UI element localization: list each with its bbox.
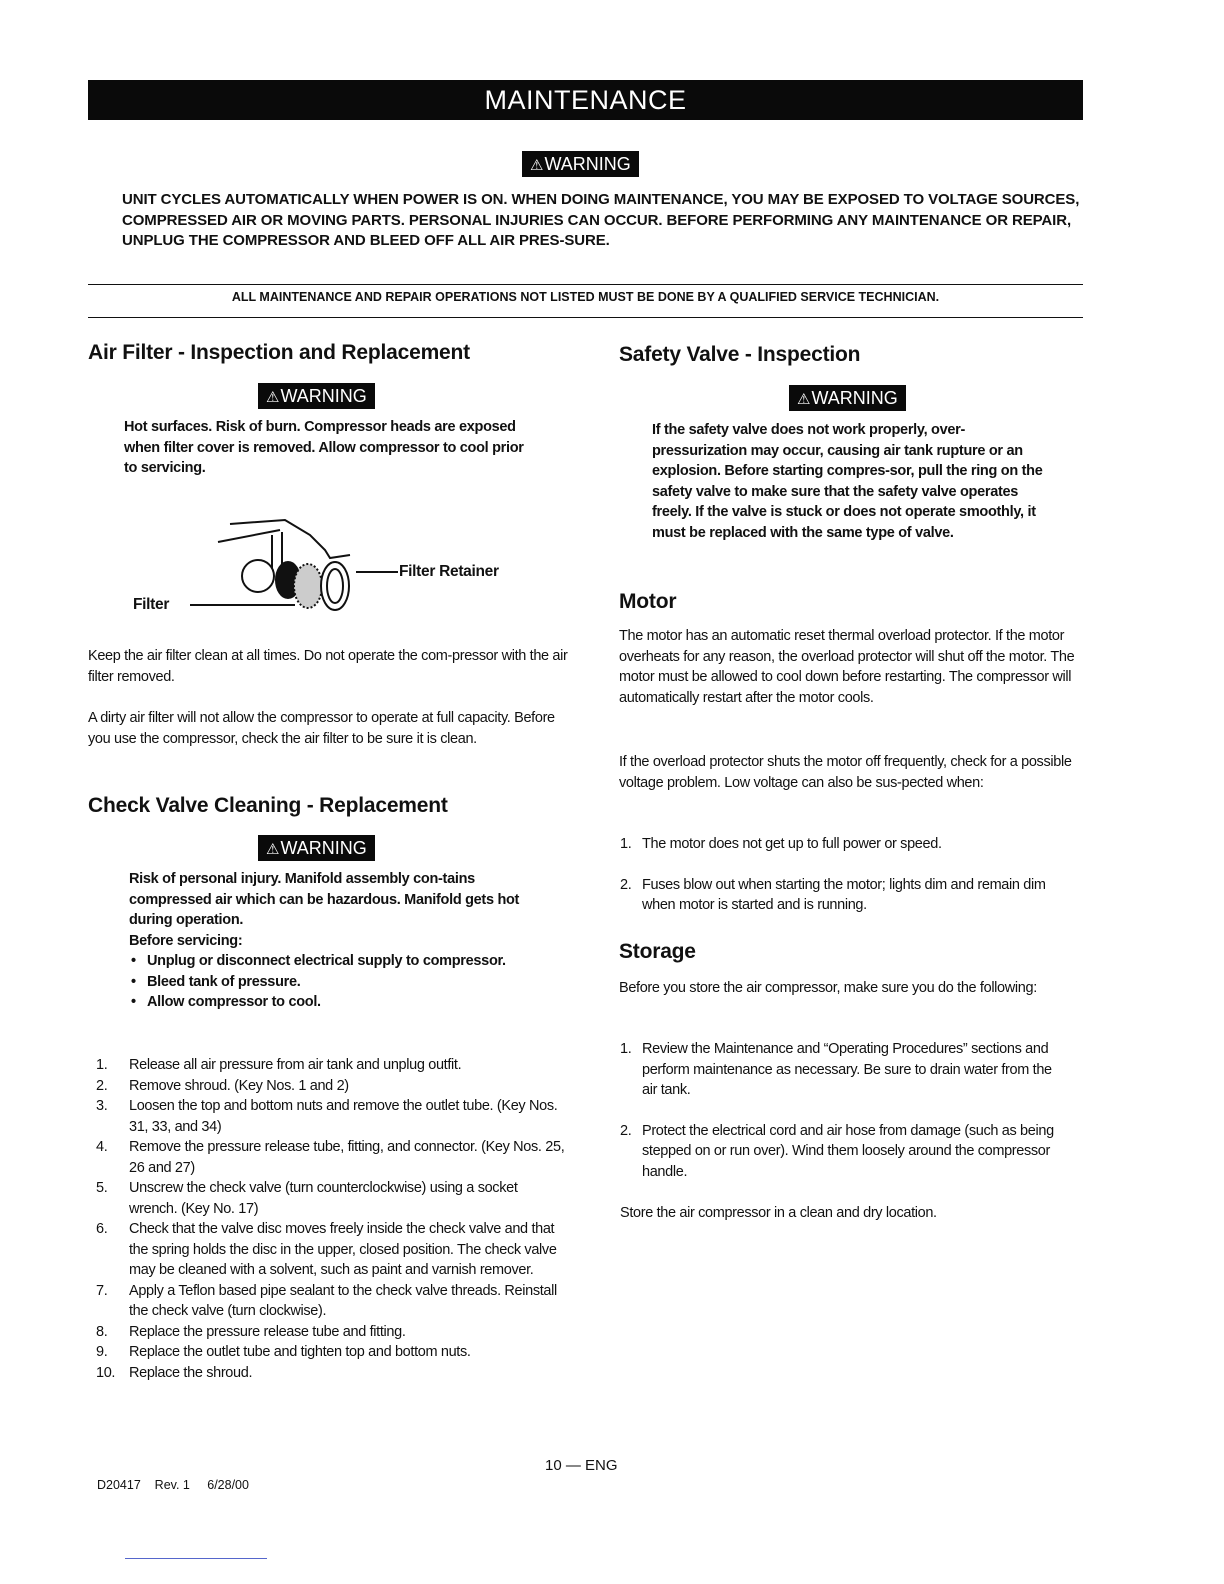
warning-badge: ⚠WARNING <box>789 385 906 411</box>
warning-triangle-icon: ⚠ <box>266 389 280 406</box>
warning-badge: ⚠WARNING <box>258 835 375 861</box>
filter-icon <box>294 564 322 608</box>
storage-steps <box>620 1039 1060 1202</box>
list-item: 2. Protect the electrical cord and air hose from damage (such as being stepped on or run over). Wind them loosely around the compressor handle. <box>620 1122 1054 1180</box>
top-warning-text: UNIT CYCLES AUTOMATICALLY WHEN POWER IS ON. WHEN DOING MAINTENANCE, YOU MAY BE EXPOSED TO VOLTAGE SOURCES, COMPRESSED AIR OR MOVING PARTS. PERSONAL INJURIES CAN OCCUR. BEFORE PERFORMING ANY MAINTENANCE OR REPAIR, UNPLUG THE COMPRESSOR AND BLEED OFF ALL AIR PRES-SURE. <box>122 191 1080 249</box>
safety-valve-warning: If the safety valve does not work properly, over-pressurization may occur, causing air tank rupture or an explosion. Before starting compres-sor, pull the ring on the safety valve to make sure that the safety valve operates freely. If the valve is stuck or does not operate smoothly, it must be replaced with the same type of valve. <box>652 422 1043 541</box>
section-banner: MAINTENANCE <box>88 80 1083 120</box>
air-filter-paragraph: A dirty air filter will not allow the compressor to operate at full capacity. Before you use the compressor, check the air filter to be sure it is clean. <box>88 710 555 747</box>
list-item: 5. Unscrew the check valve (turn counterclockwise) using a socket wrench. (Key No. 17) <box>96 1180 518 1217</box>
list-item: 1. Release all air pressure from air tank and unplug outfit. <box>96 1057 462 1073</box>
list-item: 10. Replace the shroud. <box>96 1364 253 1381</box>
motor-paragraph: If the overload protector shuts the motor off frequently, check for a possible voltage problem. Low voltage can also be sus-pected when: <box>619 754 1072 791</box>
list-item: 8. Replace the pressure release tube and fitting. <box>96 1323 406 1340</box>
warning-badge: ⚠WARNING <box>258 383 375 409</box>
storage-paragraph: Before you store the air compressor, make sure you do the following: <box>619 980 1037 996</box>
list-item: 6. Check that the valve disc moves freely inside the check valve and that the spring holds the disc in the upper, closed position. The check valve may be cleaned with a solvent, such as paint and varnish remover. <box>96 1221 557 1278</box>
divider <box>88 317 1083 318</box>
motor-paragraph: The motor has an automatic reset thermal overload protector. If the motor overheats for any reason, the overload protector will shut off the motor. The motor must be allowed to cool down before restarting. The compressor will automatically restart after the motor cools. <box>619 628 1075 706</box>
check-valve-heading: Check Valve Cleaning - Replacement <box>88 794 448 817</box>
warning-triangle-icon: ⚠ <box>266 841 280 858</box>
list-item: 9. Replace the outlet tube and tighten top and bottom nuts. <box>96 1344 471 1360</box>
motor-conditions <box>620 834 1060 936</box>
precaution-list <box>129 951 529 1013</box>
list-item: 4. Remove the pressure release tube, fitting, and connector. (Key Nos. 25, 26 and 27) <box>96 1139 565 1176</box>
filter-cover-icon <box>242 560 274 592</box>
storage-heading: Storage <box>619 940 696 963</box>
filter-label: Filter <box>133 596 170 613</box>
list-item: • Unplug or disconnect electrical supply to compressor. <box>129 951 529 972</box>
before-servicing-label: Before servicing: <box>129 932 243 949</box>
filter-retainer-label: Filter Retainer <box>399 563 499 580</box>
list-item: 1. Review the Maintenance and “Operating Procedures” sections and perform maintenance as necessary. Be sure to drain water from the air tank. <box>620 1041 1052 1098</box>
air-filter-heading: Air Filter - Inspection and Replacement <box>88 341 470 364</box>
warning-label: WARNING <box>544 154 631 174</box>
warning-triangle-icon: ⚠ <box>530 157 544 174</box>
list-item: • Bleed tank of pressure. <box>129 972 529 993</box>
list-item: 3. Loosen the top and bottom nuts and remove the outlet tube. (Key Nos. 31, 33, and 34) <box>96 1098 558 1135</box>
air-filter-paragraph: Keep the air filter clean at all times. Do not operate the com-pressor with the air filter removed. <box>88 648 568 685</box>
list-item: 7. Apply a Teflon based pipe sealant to the check valve threads. Reinstall the check valve (turn clockwise). <box>96 1282 557 1319</box>
air-filter-warning: Hot surfaces. Risk of burn. Compressor heads are exposed when filter cover is removed. Allow compressor to cool prior to servicing. <box>124 419 524 476</box>
document-revision: D20417 Rev. 1 6/28/00 <box>97 1478 249 1492</box>
list-item: 2. Fuses blow out when starting the motor; lights dim and remain dim when motor is started and is running. <box>620 876 1046 913</box>
safety-valve-heading: Safety Valve - Inspection <box>619 343 861 366</box>
service-note: ALL MAINTENANCE AND REPAIR OPERATIONS NOT LISTED MUST BE DONE BY A QUALIFIED SERVICE TECHNICIAN. <box>231 290 940 304</box>
list-item: 2. Remove shroud. (Key Nos. 1 and 2) <box>96 1077 349 1094</box>
check-valve-warning: Risk of personal injury. Manifold assembly con-tains compressed air which can be hazardous. Manifold gets hot during operation. Before servicing: • Unplug or disconnect electrical supply to compressor. • Bleed tank of pressure. • Allow compressor to cool. <box>129 869 529 1013</box>
divider <box>88 284 1083 285</box>
page-number: 10 — ENG <box>545 1457 618 1474</box>
storage-paragraph: Store the air compressor in a clean and dry location. <box>620 1205 937 1221</box>
warning-badge <box>522 151 639 177</box>
scan-artifact-line <box>125 1558 267 1559</box>
compressor-head-outline <box>230 520 350 558</box>
list-item: • Allow compressor to cool. <box>129 992 529 1013</box>
motor-heading: Motor <box>619 590 677 613</box>
list-item: 1. The motor does not get up to full power or speed. <box>620 836 942 852</box>
warning-triangle-icon: ⚠ <box>797 391 811 408</box>
check-valve-steps <box>96 1055 566 1383</box>
